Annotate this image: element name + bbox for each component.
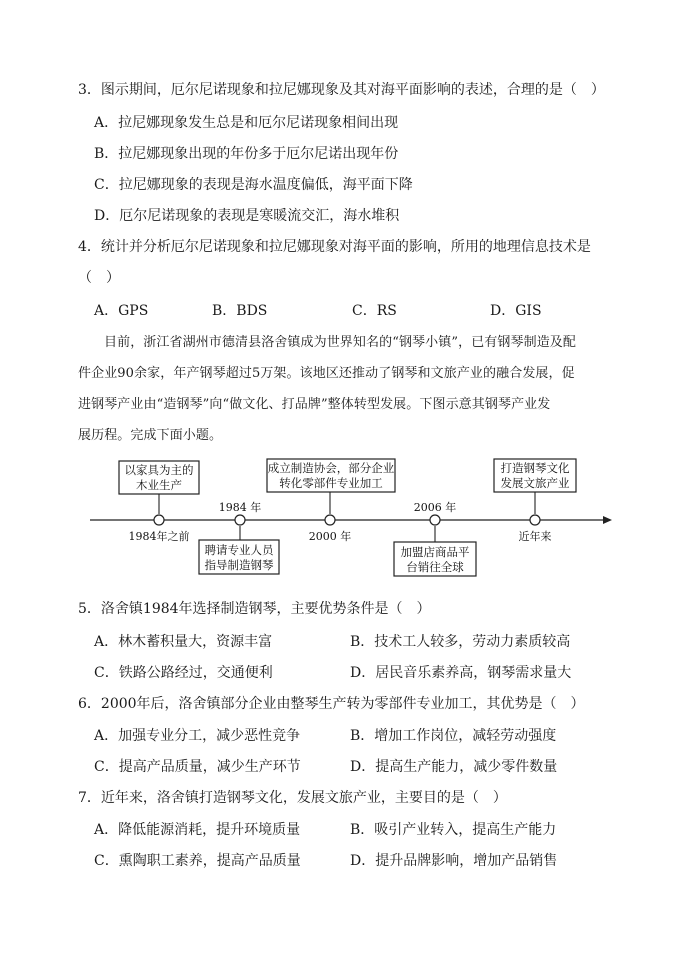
box4-line1: 加盟店商品平 — [400, 545, 470, 559]
timeline-label-2000: 2000 年 — [308, 530, 352, 543]
timeline-node-3 — [325, 515, 335, 525]
q6-option-a: A．加强专业分工，减少恶性竞争 — [94, 728, 301, 744]
timeline-label-2006: 2006 年 — [413, 501, 457, 514]
timeline-arrowhead — [603, 516, 612, 524]
passage-line-3: 进钢琴产业由“造钢琴”向“做文化、打品牌”整体转型发展。下图示意其钢琴产业发 — [78, 397, 551, 412]
q6-stem: 6．2000年后，洛舍镇部分企业由整琴生产转为零部件专业加工，其优势是（ ） — [78, 696, 585, 712]
timeline-node-1 — [154, 515, 164, 525]
q5-stem: 5．洛舍镇1984年选择制造钢琴，主要优势条件是（ ） — [78, 601, 431, 617]
passage-line-2: 件企业90余家，年产钢琴超过5万架。该地区还推动了钢琴和文旅产业的融合发展，促 — [78, 366, 575, 381]
q7-option-b: B．吸引产业转入，提高生产能力 — [350, 822, 557, 838]
q5-option-b: B．技术工人较多，劳动力素质较高 — [350, 634, 571, 650]
q4-stem: 4．统计并分析厄尔尼诺现象和拉尼娜现象对海平面的影响，所用的地理信息技术是 — [78, 239, 591, 255]
passage-line-1: 目前，浙江省湖州市德清县洛舍镇成为世界知名的“钢琴小镇”，已有钢琴制造及配 — [104, 335, 576, 350]
q4-option-d: D．GIS — [490, 303, 542, 319]
box2-line1: 聘请专业人员 — [204, 543, 274, 557]
q7-stem: 7．近年来，洛舍镇打造钢琴文化，发展文旅产业，主要目的是（ ） — [78, 790, 507, 806]
q3-option-a: A．拉尼娜现象发生总是和厄尔尼诺现象相间出现 — [94, 115, 399, 131]
q6-option-c: C．提高产品质量，减少生产环节 — [94, 759, 301, 775]
box3-line1: 成立制造协会，部分企业 — [267, 461, 395, 475]
q3-option-c: C．拉尼娜现象的表现是海水温度偏低，海平面下降 — [94, 177, 413, 193]
q3-option-d: D．厄尔尼诺现象的表现是寒暖流交汇，海水堆积 — [94, 208, 400, 224]
timeline-node-4 — [430, 515, 440, 525]
timeline-label-before-1984: 1984年之前 — [128, 530, 190, 543]
box3-line2: 转化零部件专业加工 — [279, 476, 383, 490]
q4-option-b: B．BDS — [212, 303, 268, 319]
timeline-label-recent: 近年来 — [518, 530, 552, 543]
box5-line1: 打造钢琴文化 — [500, 461, 570, 475]
passage-line-4: 展历程。完成下面小题。 — [78, 428, 223, 443]
q4-option-c: C．RS — [352, 303, 397, 319]
q3-stem: 3．图示期间，厄尔尼诺现象和拉尼娜现象及其对海平面影响的表述，合理的是（ ） — [78, 82, 605, 98]
box5-line2: 发展文旅产业 — [500, 476, 570, 490]
timeline-node-2 — [235, 515, 245, 525]
q7-option-d: D．提升品牌影响，增加产品销售 — [350, 853, 558, 869]
box1-line2: 木业生产 — [136, 478, 182, 492]
q5-option-d: D．居民音乐素养高，钢琴需求量大 — [350, 665, 572, 681]
q7-option-c: C．熏陶职工素养，提高产品质量 — [94, 853, 301, 869]
q6-option-b: B．增加工作岗位，减轻劳动强度 — [350, 728, 557, 744]
q5-option-a: A．林木蓄积量大，资源丰富 — [94, 634, 273, 650]
timeline-node-5 — [530, 515, 540, 525]
q7-option-a: A．降低能源消耗，提升环境质量 — [94, 822, 301, 838]
box4-line2: 台销往全球 — [406, 560, 464, 574]
q4-option-a: A．GPS — [94, 303, 149, 319]
box2-line2: 指导制造钢琴 — [204, 558, 274, 572]
q3-option-b: B．拉尼娜现象出现的年份多于厄尔尼诺出现年份 — [94, 146, 399, 162]
q5-option-c: C．铁路公路经过，交通便利 — [94, 665, 273, 681]
q6-option-d: D．提高生产能力，减少零件数量 — [350, 759, 558, 775]
box1-line1: 以家具为主的 — [124, 463, 194, 477]
q4-stem-bracket: （ ） — [78, 270, 120, 286]
timeline-label-1984: 1984 年 — [218, 501, 262, 514]
